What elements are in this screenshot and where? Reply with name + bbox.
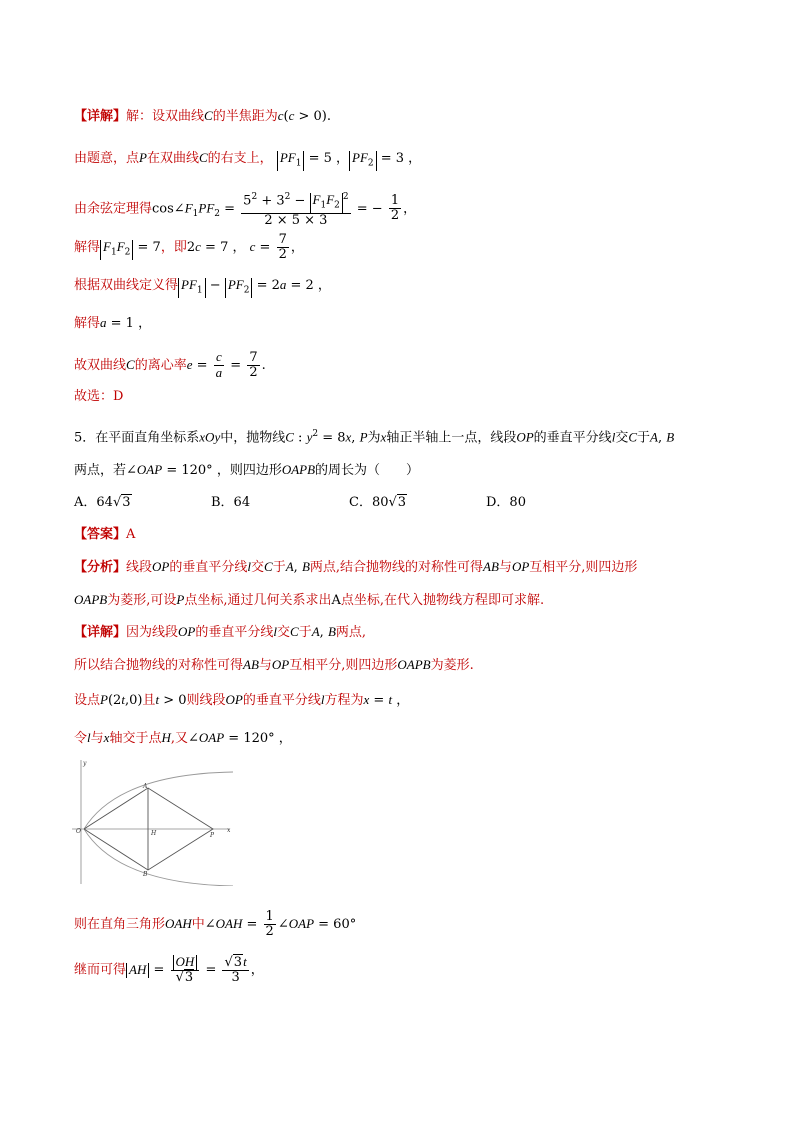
label-A: A [143,783,148,790]
answer-value: A [126,527,136,542]
analysis-label: 【分析】 [74,560,127,575]
parabola-rhombus-diagram [70,758,240,886]
solution-line-4: 解得 $F_1F_2 = 7$，即2c = 7 ， c = $\frac{7}{2}$ ， [74,232,304,262]
detail-line-2: 所以结合抛物线的对称性可得AB与OP互相平分,则四边形OAPB为菱形. [74,657,474,673]
question-5-line-2: 两点，若∠OAP = 120° ，则四边形OAPB的周长为（ ） [74,462,420,478]
label-P: P [210,832,215,839]
analysis-line-2: OAPB为菱形,可设P点坐标,通过几何关系求出A点坐标,在代入抛物线方程即可求解. [74,592,545,608]
label-H: H [151,830,157,837]
detail-line-1: 【详解】因为线段OP的垂直平分线l交C于A, B两点, [74,624,367,640]
detail-line-3: 设点P(2t,0)且t > 0则线段OP的垂直平分线l方程为x = t ， [74,692,410,708]
solution-line-5: 根据双曲线定义得 $PF_1 - PF_2 = 2a = 2$ ， [74,277,331,296]
detail-line-5: 则在直角三角形OAH中∠OAH = $\frac{1}{2}$ ∠OAP = 60° [74,909,357,939]
option-b: B．64 [211,495,251,510]
answer-line [74,525,135,545]
analysis-line-1: 【分析】线段OP的垂直平分线l交C于A, B两点,结合抛物线的对称性可得AB与OP互相平分,则四边形 [74,559,638,575]
label-B: B [143,871,148,878]
detail-line-4: 令l与x轴交于点H,又∠OAP = 120° ， [74,730,292,746]
option-a: A．64√3 [74,495,131,510]
solution-line-3: 由余弦定理得$\cos\angle F_1PF_2$ = $\frac{5^2 + 3^2 - F_1F_2^2}{2 \times 5 \times 3}$ = − $\frac{1}{2}$ ， [74,192,417,228]
solution-line-2: 由题意，点P在双曲线C的右支上， $PF_1 = 5$ ， $PF_2 = 3$ ， [74,150,422,169]
solution-line-7: 故双曲线C的离心率e = $\frac{c}{a}$ = $\frac{7}{2}$ . [74,349,266,380]
option-c: C．80√3 [349,495,407,510]
label-y: y [83,760,87,767]
solution-line-6: 解得a = 1 ， [74,315,152,331]
label-O: O [76,828,81,835]
detail-label: 【详解】 [74,109,127,124]
question-5-line-1: 5．在平面直角坐标系xOy中，抛物线C : $y^2 = 8x$, P为x轴正半轴上一点，线段OP的垂直平分线l交C于A, B [74,429,675,446]
option-d: D．80 [486,495,526,510]
solution-line-1: 【详解】解：设双曲线C的半焦距为c(c > 0). [74,108,331,124]
detail-label-2: 【详解】 [74,625,127,640]
answer-choice-line: 故选：D [74,389,124,404]
answer-label: 【答案】 [74,527,127,542]
detail-line-6: 继而可得 AH = $\frac{OH}{√3}$ = $\frac{√3t}{3}$ ， [74,954,264,985]
label-x: x [227,827,231,834]
